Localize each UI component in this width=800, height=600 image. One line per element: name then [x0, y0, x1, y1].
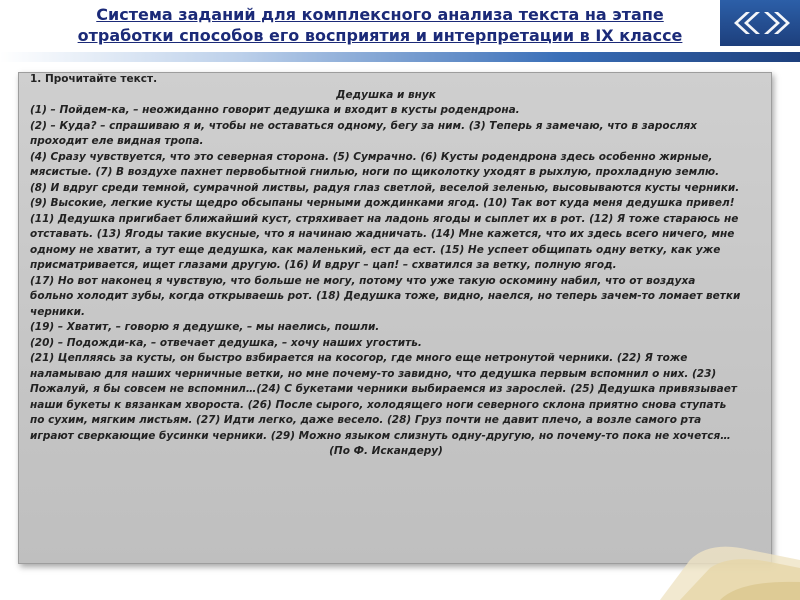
paragraph: (20) – Подожди-ка, – отвечает дедушка, – хочу наших угостить.: [30, 336, 422, 349]
paragraph: (19) – Хватит, – говорю я дедушке, – мы наелись, пошли.: [30, 321, 380, 333]
paragraph: (8) И вдруг среди темной, сумрачной листвы, радуя глаз светлой, веселой зеленью, высовываются кусты черники. (9) Высокие, легкие кусты щедро обсыпаны черными дождинками ягод. (10) Так вот куда меня дедушка привел!: [30, 181, 740, 209]
paragraph: (2) – Куда? – спрашиваю я и, чтобы не оставаться одному, бегу за ним. (3) Теперь я замечаю, что в зарослях проходит еле видная тропа.: [30, 119, 698, 147]
paragraph: (21) Цепляясь за кусты, он быстро взбирается на косогор, где много еще нетронутой черники. (22) Я тоже наламываю для наших черничные ветки, но мне почему-то завидно, что дедушка первым вспомнил о них. (23) Пожалуй, я бы совсем не вспомнил…(24) С букетами черники выбираемся из зарослей. (25) Дедушка привязывает наши букеты к вязанкам хвороста. (26) После сырого, холодящего ноги северного склона приятно снова ступать по сухим, мягким листьям. (27) Идти легко, даже весело. (28) Груз почти не давит плечо, а возле самого рта играют сверкающие бусинки черники. (29) Можно языком слизнуть одну-другую, но почему-то пока не хочется…: [30, 352, 737, 442]
slide-title-line-2: отработки способов его восприятия и интерпретации в IX классе: [77, 26, 683, 45]
author-attribution: (По Ф. Искандеру): [329, 445, 443, 457]
nav-arrows-graphic: [728, 8, 792, 38]
paragraph: (4) Сразу чувствуется, что это северная сторона. (5) Сумрачно. (6) Кусты родендрона здесь особенно жирные, мясистые. (7) В воздухе пахнет первобытной гнилью, ноги по щиколотку уходят в рыхлую, прохладную землю.: [30, 150, 720, 178]
slide-title-line-1: Система заданий для комплексного анализа текста на этапе: [96, 5, 664, 24]
header-accent-bar: [0, 52, 800, 62]
navigation-arrows: [720, 0, 800, 46]
story-title: Дедушка и внук: [336, 88, 436, 101]
task-instruction: 1. Прочитайте текст.: [30, 73, 158, 85]
paragraph: (11) Дедушка пригибает ближайший куст, стряхивает на ладонь ягоды и сыплет их в рот. (12) Я тоже стараюсь не отставать. (13) Ягоды такие вкусные, что я начинаю жадничать. (14) Мне кажется, что их здесь всего ничего, мне одному не хватит, а тут еще дедушка, как маленький, ест да ест. (15) Не успеет общипать одну ветку, как уже присматривается, ищет глазами другую. (16) И вдруг – цап! – схватился за ветку, полную ягод.: [30, 212, 739, 271]
chevron-right-double-icon[interactable]: [764, 12, 790, 34]
slide-header: [0, 0, 800, 62]
paragraph: (17) Но вот наконец я чувствую, что больше не могу, потому что уже такую оскомину набил, что от воздуха больно холодит зубы, когда открываешь рот. (18) Дедушка тоже, видно, наелся, но теперь зачем-то ломает ветки черники.: [30, 274, 741, 318]
chevron-left-double-icon[interactable]: [734, 12, 760, 34]
paper-scroll-decoration: [650, 530, 800, 600]
reading-text: [30, 72, 742, 460]
slide-title: [24, 4, 736, 46]
paragraph: (1) – Пойдем-ка, – неожиданно говорит дедушка и входит в кусты родендрона.: [30, 104, 520, 116]
